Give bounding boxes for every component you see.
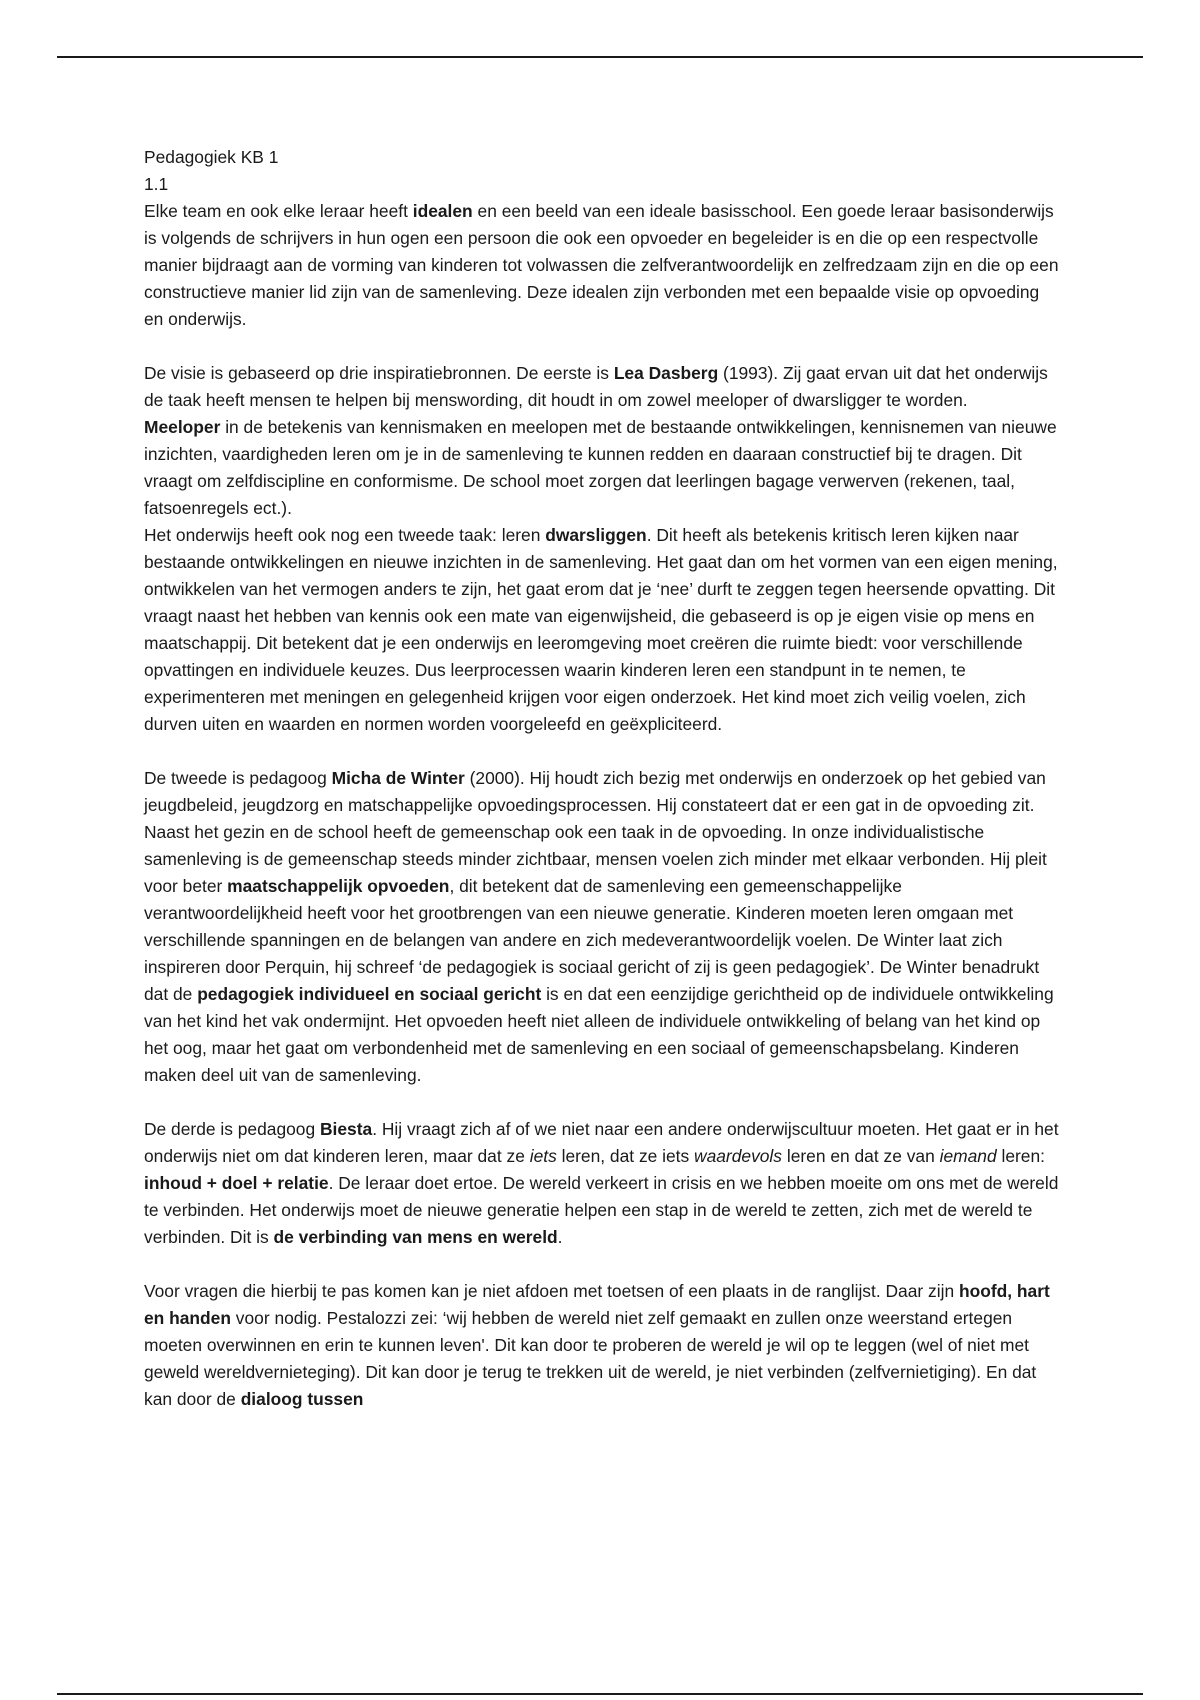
keyword-idealen: idealen <box>412 201 473 221</box>
paragraph-idealen: Elke team en ook elke leraar heeft idealen en een beeld van een ideale basisschool. Een goede leraar basisonderwijs is volgends de schrijvers in hun ogen een persoon die ook een opvoeder en begeleider is en die op een respectvolle manier bijdraagt aan de vorming van kinderen tot volwassen die zelfverantwoordelijk en zelfredzaam zijn en die op een constructieve manier lid zijn van de samenleving. Deze idealen zijn verbonden met een bepaalde visie op opvoeding en onderwijs. <box>144 201 1059 329</box>
footer-rule <box>57 1693 1143 1695</box>
paragraph-pestalozzi: Voor vragen die hierbij te pas komen kan je niet afdoen met toetsen of een plaats in de ranglijst. Daar zijn hoofd, hart en handen voor nodig. Pestalozzi zei: ‘wij hebben de wereld niet zelf gemaakt en zullen onze weerstand ertegen moeten overwinnen en erin te kunnen leven'. Dit kan door te proberen de wereld je wil op te leggen (wel of niet met geweld wereldvernieteging). Dit kan door je terug te trekken uit de wereld, je niet verbinden (zelfvernietiging). En dat kan door de dialoog tussen <box>144 1281 1050 1409</box>
document-body <box>144 144 1062 1413</box>
keyword-verbinding-mens-wereld: de verbinding van mens en wereld <box>273 1227 558 1247</box>
paragraph-de-winter: De tweede is pedagoog Micha de Winter (2000). Hij houdt zich bezig met onderwijs en onderzoek op het gebied van jeugdbeleid, jeugdzorg en matschappelijke opvoedingsprocessen. Hij constateert dat er een gat in de opvoeding zit. Naast het gezin en de school heeft de gemeenschap ook een taak in de opvoeding. In onze individualistische samenleving is de gemeenschap steeds minder zichtbaar, mensen voelen zich minder met elkaar verbonden. Hij pleit voor beter maatschappelijk opvoeden, dit betekent dat de samenleving een gemeenschappelijke verantwoordelijkheid heeft voor het grootbrengen van een nieuwe generatie. Kinderen moeten leren omgaan met verschillende spanningen en de belangen van andere en zich medeverantwoordelijk voelen. De Winter laat zich inspireren door Perquin, hij schreef ‘de pedagogiek is sociaal gericht of zij is geen pedagogiek’. De Winter benadrukt dat de pedagogiek individueel en sociaal gericht is en dat een eenzijdige gerichtheid op de individuele ontwikkeling van het kind het vak ondermijnt. Het opvoeden heeft niet alleen de individuele ontwikkeling of belang van het kind op het oog, maar het gaat om verbondenheid met de samenleving en een sociaal of gemeenschapsbelang. Kinderen maken deel uit van de samenleving. <box>144 768 1054 1085</box>
keyword-hoofd-hart-handen: hoofd, hart en handen <box>144 1281 1050 1328</box>
keyword-meeloper: Meeloper <box>144 417 221 437</box>
paragraph-biesta: De derde is pedagoog Biesta. Hij vraagt zich af of we niet naar een andere onderwijscultuur moeten. Het gaat er in het onderwijs niet om dat kinderen leren, maar dat ze iets leren, dat ze iets waardevols leren en dat ze van iemand leren: inhoud + doel + relatie. De leraar doet ertoe. De wereld verkeert in crisis en we hebben moeite om ons met de wereld te verbinden. Het onderwijs moet de nieuwe generatie helpen een stap in de wereld te zetten, zich met de wereld te verbinden. Dit is de verbinding van mens en wereld. <box>144 1119 1059 1247</box>
paragraph-dwarsliggen: Het onderwijs heeft ook nog een tweede taak: leren dwarsliggen. Dit heeft als betekenis kritisch leren kijken naar bestaande ontwikkelingen en nieuwe inzichten in de samenleving. Het gaat dan om het vormen van een eigen mening, ontwikkelen van het vermogen anders te zijn, het gaat erom dat je ‘nee’ durft te zeggen tegen heersende opvatting. Dit vraagt naast het hebben van kennis ook een mate van eigenwijsheid, die gebaseerd is op je eigen visie op mens en maatschappij. Dit betekent dat je een onderwijs en leeromgeving moet creëren die ruimte biedt: voor verschillende opvattingen en individuele keuzes. Dus leerprocessen waarin kinderen leren een standpunt in te nemen, te experimenteren met meningen en gelegenheid krijgen voor eigen onderzoek. Het kind moet zich veilig voelen, zich durven uiten en waarden en normen worden voorgeleefd en geëxpliciteerd. <box>144 525 1058 734</box>
keyword-biesta: Biesta <box>319 1119 373 1139</box>
section-number: 1.1 <box>144 174 169 194</box>
paragraph-meeloper: Meeloper in de betekenis van kennismaken en meelopen met de bestaande ontwikkelingen, kennisnemen van nieuwe inzichten, vaardigheden leren om je in de samenleving te kunnen redden en daaraan constructief bij te dragen. Dit vraagt om zelfdiscipline en conformisme. De school moet zorgen dat leerlingen bagage verwerven (rekenen, taal, fatsoenregels ect.). <box>144 417 1057 518</box>
keyword-maatschappelijk-opvoeden: maatschappelijk opvoeden <box>227 876 450 896</box>
keyword-dialoog-tussen: dialoog tussen <box>240 1389 364 1409</box>
header-rule <box>57 56 1143 58</box>
keyword-dwarsliggen: dwarsliggen <box>545 525 647 545</box>
keyword-lea-dasberg: Lea Dasberg <box>613 363 719 383</box>
document-title: Pedagogiek KB 1 <box>144 147 279 167</box>
keyword-inhoud-doel-relatie: inhoud + doel + relatie <box>144 1173 329 1193</box>
paragraph-dasberg: De visie is gebaseerd op drie inspiratiebronnen. De eerste is Lea Dasberg (1993). Zij gaat ervan uit dat het onderwijs de taak heeft mensen te helpen bij menswording, dit houdt in om zowel meeloper of dwarsligger te worden. <box>144 363 1048 410</box>
keyword-pedagogiek-gericht: pedagogiek individueel en sociaal gericht <box>197 984 542 1004</box>
keyword-micha-de-winter: Micha de Winter <box>331 768 465 788</box>
